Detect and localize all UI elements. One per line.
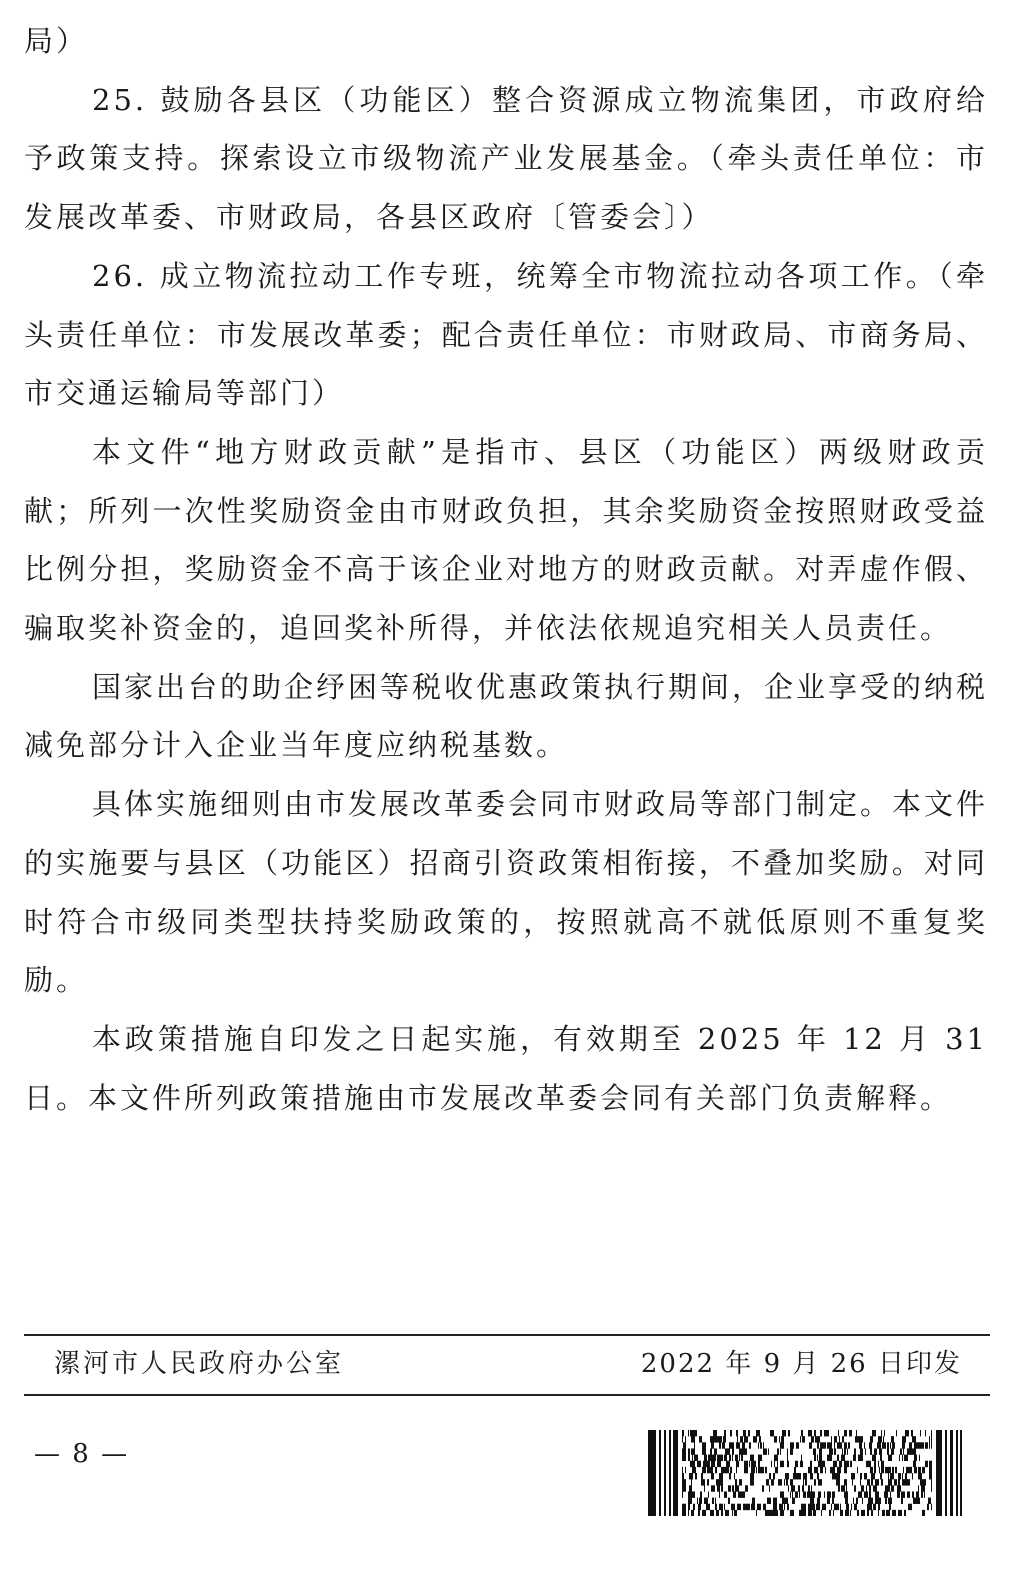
footer-top-rule bbox=[24, 1334, 990, 1336]
document-body bbox=[24, 12, 988, 1127]
paragraph-implementation: 具体实施细则由市发展改革委会同市财政局等部门制定。本文件的实施要与县区（功能区）招商引资政策相衔接，不叠加奖励。对同时符合市级同类型扶持奖励政策的，按照就高不就低原则不重复奖励。 bbox=[24, 787, 989, 998]
paragraph-item-25: 25. 鼓励各县区（功能区）整合资源成立物流集团，市政府给予政策支持。探索设立市级物流产业发展基金。（牵头责任单位：市发展改革委、市财政局，各县区政府〔管委会〕） bbox=[24, 82, 988, 235]
issue-date: 2022 年 9 月 26 日印发 bbox=[640, 1349, 962, 1379]
footer-bottom-rule bbox=[24, 1394, 990, 1396]
issuer-name: 漯河市人民政府办公室 bbox=[54, 1349, 345, 1379]
paragraph-item-26: 26. 成立物流拉动工作专班，统筹全市物流拉动各项工作。（牵头责任单位：市发展改革委；配合责任单位：市财政局、市商务局、市交通运输局等部门） bbox=[24, 258, 988, 411]
paragraph-continuation: 局） bbox=[24, 24, 89, 58]
paragraph-tax-relief: 国家出台的助企纾困等税收优惠政策执行期间，企业享受的纳税减免部分计入企业当年度应纳税基数。 bbox=[24, 669, 989, 763]
paragraph-fiscal-contribution: 本文件“地方财政贡献”是指市、县区（功能区）两级财政贡献；所列一次性奖励资金由市财政负担，其余奖励资金按照财政受益比例分担，奖励资金不高于该企业对地方的财政贡献。对弄虚作假、骗取奖补资金的，追回奖补所得，并依法依规追究相关人员责任。 bbox=[24, 434, 988, 646]
paragraph-effective-date: 本政策措施自印发之日起实施，有效期至 2025 年 12 月 31 日。本文件所列政策措施由市发展改革委会同有关部门负责解释。 bbox=[24, 1021, 988, 1115]
page-number: — 8 — bbox=[34, 1439, 130, 1469]
pdf417-barcode-icon bbox=[648, 1430, 962, 1516]
